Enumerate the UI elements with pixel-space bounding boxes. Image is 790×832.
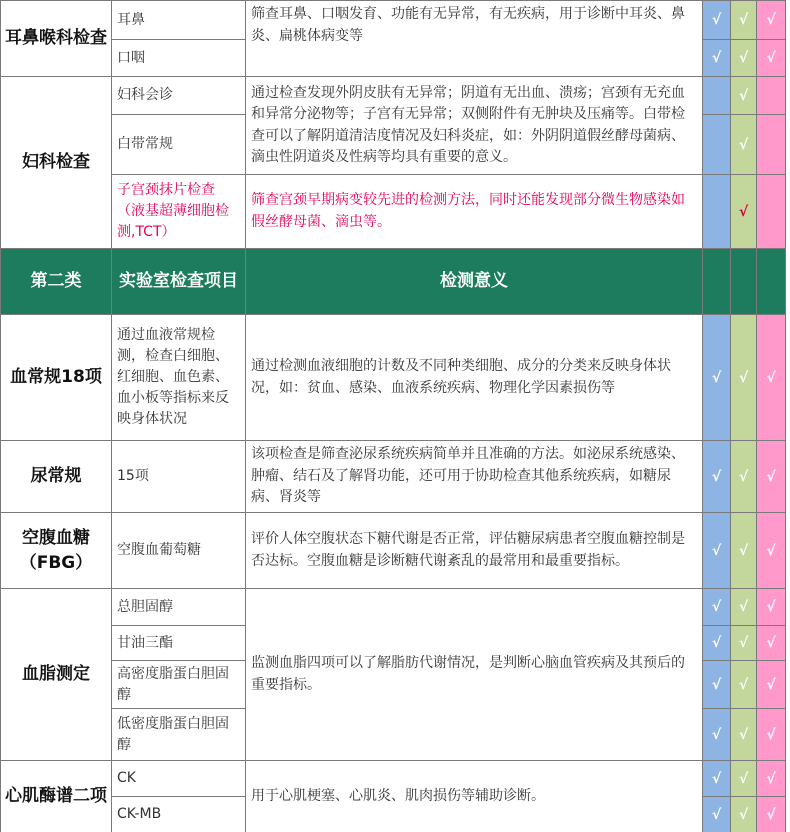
check-green: √: [730, 588, 756, 625]
table-right-border: [785, 0, 786, 832]
category-gynecology: 妇科检查: [0, 76, 111, 248]
check-blue: √: [702, 0, 730, 39]
check-green: √: [730, 39, 756, 76]
header-pink-column: [756, 248, 785, 314]
item-total-cholesterol: 总胆固醇: [111, 588, 245, 625]
check-pink: [756, 114, 785, 174]
check-green: √: [730, 708, 756, 760]
item-ck-mb: CK-MB: [111, 796, 245, 832]
header-green-column: [730, 248, 756, 314]
category-urine-routine: 尿常规: [0, 440, 111, 512]
category-blood-routine: 血常规18项: [0, 314, 111, 440]
description-tct: 筛查宫颈早期病变较先进的检测方法，同时还能发现部分微生物感染如假丝酵母菌、滴虫等。: [245, 174, 702, 248]
check-green: √: [730, 512, 756, 588]
header-lab-item: 实验室检查项目: [111, 248, 245, 314]
item-fbg: 空腹血葡萄糖: [111, 512, 245, 588]
check-green: √: [730, 174, 756, 248]
check-blue: √: [702, 39, 730, 76]
check-blue: √: [702, 708, 730, 760]
item-urine-routine: 15项: [111, 440, 245, 512]
category-cardiac-enzymes: 心肌酶谱二项: [0, 760, 111, 832]
header-blue-column: [702, 248, 730, 314]
item-oropharynx: 口咽: [111, 39, 245, 76]
category-ent: 耳鼻喉科检查: [0, 0, 111, 76]
item-hdl-cholesterol: 高密度脂蛋白胆固醇: [111, 660, 245, 708]
item-tct: 子宫颈抹片检查（液基超薄细胞检测,TCT）: [111, 174, 245, 248]
check-pink: √: [756, 660, 785, 708]
description-urine-routine: 该项检查是筛查泌尿系统疾病简单并且准确的方法。如泌尿系统感染、肿瘤、结石及了解肾功能，还可用于协助检查其他系统疾病，如糖尿病、肾炎等: [245, 440, 702, 512]
item-ear-nose: 耳鼻: [111, 0, 245, 39]
item-ck: CK: [111, 760, 245, 796]
check-pink: √: [756, 625, 785, 660]
check-pink: √: [756, 512, 785, 588]
item-blood-routine: 通过血液常规检测，检查白细胞、红细胞、血色素、血小板等指标来反映身体状况: [111, 314, 245, 440]
check-pink: √: [756, 314, 785, 440]
item-ldl-cholesterol: 低密度脂蛋白胆固醇: [111, 708, 245, 760]
check-pink: √: [756, 39, 785, 76]
check-pink: √: [756, 760, 785, 796]
check-pink: √: [756, 0, 785, 39]
check-green: √: [730, 440, 756, 512]
category-blood-lipids: 血脂测定: [0, 588, 111, 760]
check-blue: [702, 76, 730, 114]
check-blue: √: [702, 440, 730, 512]
check-pink: √: [756, 588, 785, 625]
description-ent: 筛查耳鼻、口咽发育、功能有无异常，有无疾病，用于诊断中耳炎、鼻炎、扁桃体病变等: [245, 0, 702, 76]
description-blood-lipids: 监测血脂四项可以了解脂肪代谢情况，是判断心脑血管疾病及其预后的重要指标。: [245, 588, 702, 760]
header-significance: 检测意义: [245, 248, 702, 314]
check-blue: √: [702, 760, 730, 796]
description-gynecology: 通过检查发现外阴皮肤有无异常；阴道有无出血、溃疡；宫颈有无充血和异常分泌物等；子宫有无异常；双侧附件有无肿块及压痛等。白带检查可以了解阴道清洁度情况及妇科炎症，如：外阴阴道假丝酵母菌病、滴虫性阴道炎及性病等均具有重要的意义。: [245, 76, 702, 174]
description-blood-routine: 通过检测血液细胞的计数及不同种类细胞、成分的分类来反映身体状况，如：贫血、感染、血液系统疾病、物理化学因素损伤等: [245, 314, 702, 440]
check-green: √: [730, 760, 756, 796]
description-fbg: 评价人体空腹状态下糖代谢是否正常，评估糖尿病患者空腹血糖控制是否达标。空腹血糖是诊断糖代谢紊乱的最常用和最重要指标。: [245, 512, 702, 588]
check-green: √: [730, 314, 756, 440]
check-green: √: [730, 76, 756, 114]
check-green: √: [730, 625, 756, 660]
description-cardiac-enzymes: 用于心肌梗塞、心肌炎、肌肉损伤等辅助诊断。: [245, 760, 702, 832]
check-blue: √: [702, 588, 730, 625]
check-blue: √: [702, 314, 730, 440]
check-blue: √: [702, 512, 730, 588]
item-gyn-consult: 妇科会诊: [111, 76, 245, 114]
check-blue: [702, 114, 730, 174]
check-green: √: [730, 114, 756, 174]
item-leucorrhea-routine: 白带常规: [111, 114, 245, 174]
category-fbg: 空腹血糖（FBG）: [0, 512, 111, 588]
check-blue: √: [702, 796, 730, 832]
item-triglycerides: 甘油三酯: [111, 625, 245, 660]
check-pink: [756, 174, 785, 248]
check-pink: √: [756, 796, 785, 832]
check-pink: √: [756, 708, 785, 760]
check-green: √: [730, 660, 756, 708]
header-category: 第二类: [0, 248, 111, 314]
check-green: √: [730, 796, 756, 832]
check-blue: [702, 174, 730, 248]
check-pink: [756, 76, 785, 114]
check-pink: √: [756, 440, 785, 512]
check-blue: √: [702, 660, 730, 708]
check-blue: √: [702, 625, 730, 660]
check-green: √: [730, 0, 756, 39]
